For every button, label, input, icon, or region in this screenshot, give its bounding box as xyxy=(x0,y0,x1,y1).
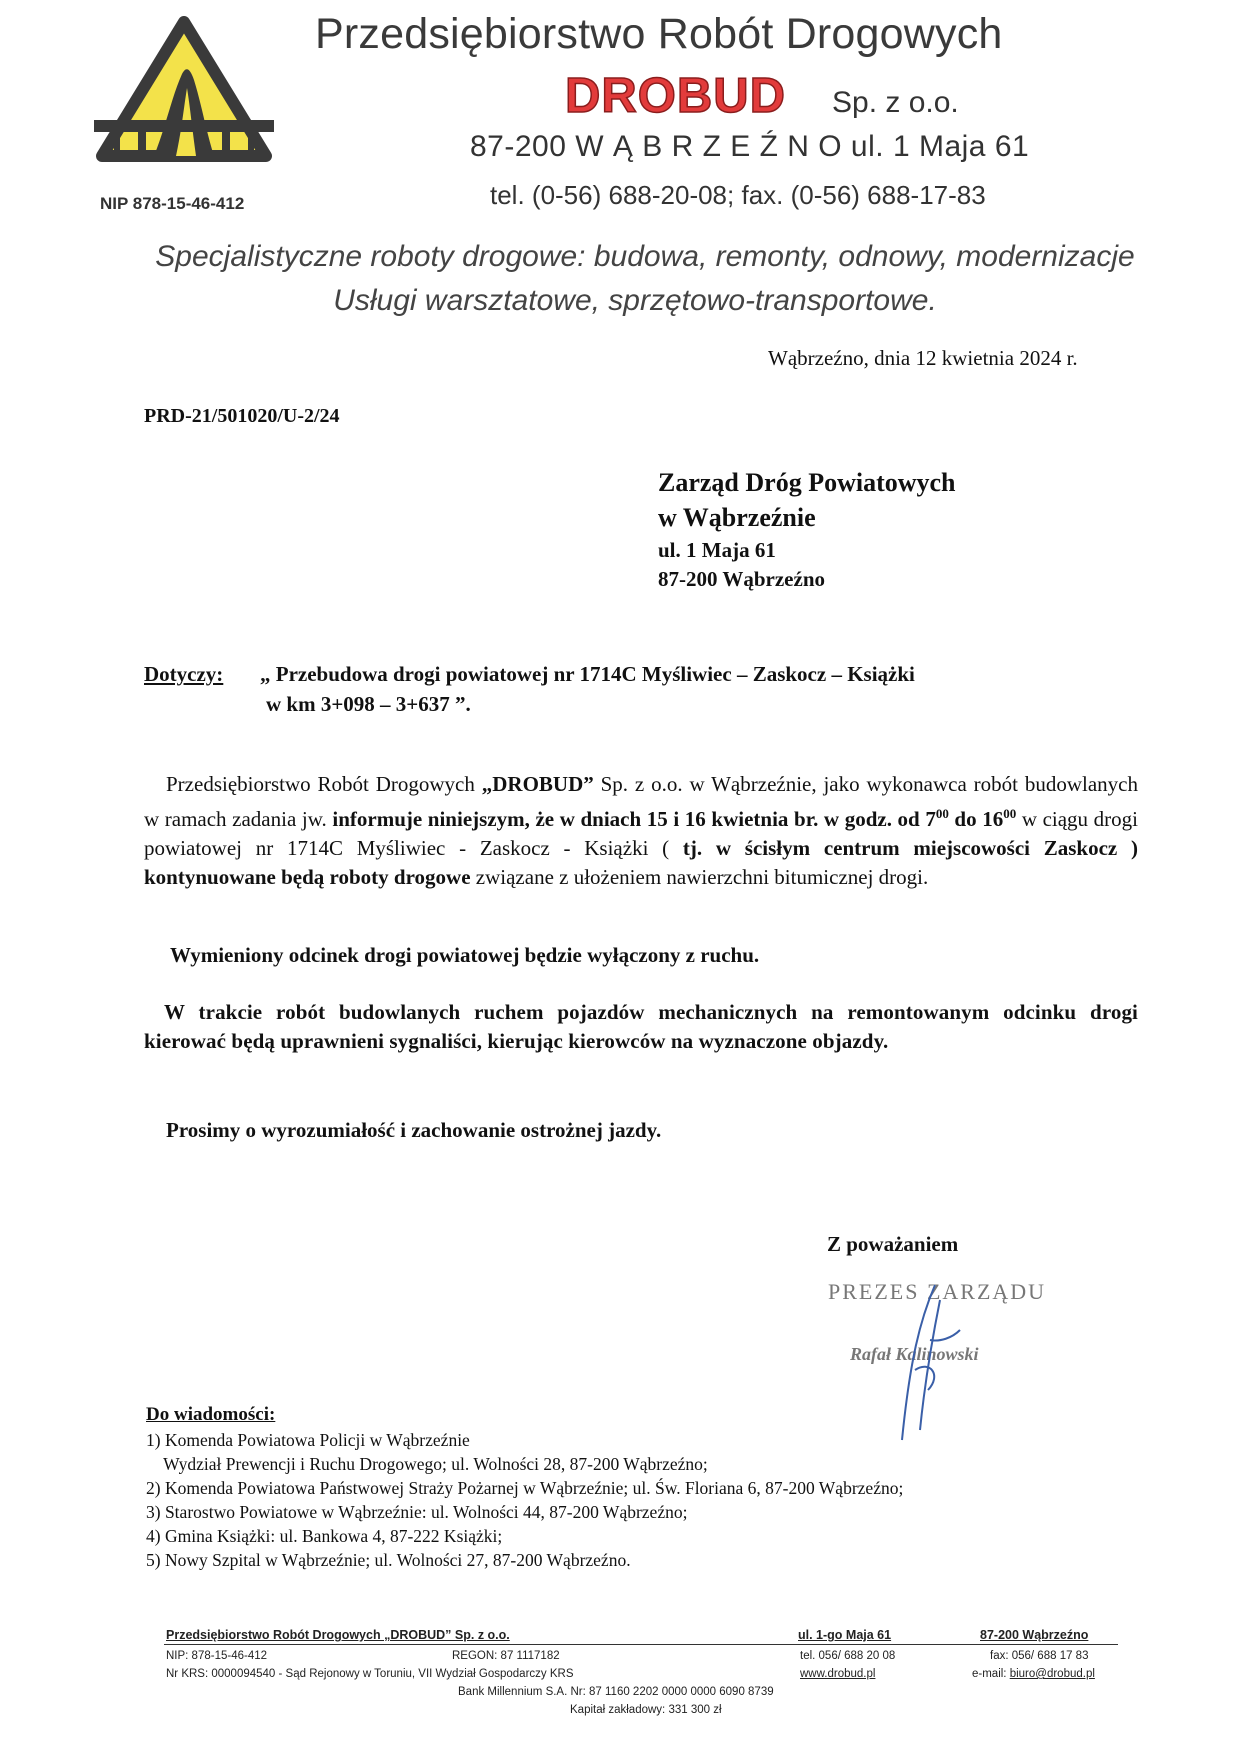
cc-item: 1) Komenda Powiatowa Policji w Wąbrzeźnie xyxy=(146,1430,470,1450)
cc-item: 2) Komenda Powiatowa Państwowej Straży Pożarnej w Wąbrzeźnie; ul. Św. Floriana 6, 87-200 Wąbrzeźno; xyxy=(146,1478,904,1498)
company-phone: tel. (0-56) 688-20-08; fax. (0-56) 688-17-83 xyxy=(490,180,986,210)
company-address: 87-200 W Ą B R Z E Ź N O ul. 1 Maja 61 xyxy=(470,130,1030,163)
footer-nip: NIP: 878-15-46-412 xyxy=(166,1650,268,1662)
cc-item: 3) Starostwo Powiatowe w Wąbrzeźnie: ul. Wolności 44, 87-200 Wąbrzeźno; xyxy=(146,1502,688,1522)
para-text: informuje niniejszym, że w dniach 15 i 16 kwietnia br. w godz. od 7 xyxy=(332,807,936,831)
footer-email-label: e-mail: xyxy=(972,1668,1010,1680)
para-text: Sp. z o.o. w Wąbrzeźnie, jako wykonawca robót budowlanych w ramach zadania jw. xyxy=(144,772,1138,831)
body-paragraph: Prosimy o wyrozumiałość i zachowanie ostrożnej jazdy. xyxy=(166,1118,662,1142)
company-nip: NIP 878-15-46-412 xyxy=(100,194,245,213)
footer-fax: fax: 056/ 688 17 83 xyxy=(990,1650,1089,1662)
stamp-title: PREZES ZARZĄDU xyxy=(828,1279,1047,1304)
footer-website-link[interactable]: www.drobud.pl xyxy=(800,1668,876,1680)
brand-name: DROBUD xyxy=(565,69,787,123)
para-sup: 00 xyxy=(1003,806,1017,821)
footer-company: Przedsiębiorstwo Robót Drogowych „DROBUD” Sp. z o.o. xyxy=(166,1628,510,1642)
footer-street: ul. 1-go Maja 61 xyxy=(798,1628,892,1642)
recipient-line: Zarząd Dróg Powiatowych xyxy=(658,468,956,497)
body-paragraph: Wymieniony odcinek drogi powiatowej będzie wyłączony z ruchu. xyxy=(170,943,760,967)
para-text: do 16 xyxy=(948,807,1004,831)
para-text: „DROBUD” xyxy=(481,772,594,796)
body-paragraph: W trakcie robót budowlanych ruchem pojazdów mechanicznych na remontowanym odcinku drogi kierować będą uprawnieni sygnaliści, kierując kierowców na wyznaczone objazdy. xyxy=(144,1000,1138,1053)
signature-icon xyxy=(880,1280,970,1450)
recipient-line: 87-200 Wąbrzeźno xyxy=(658,567,826,591)
tagline-services: Specjalistyczne roboty drogowe: budowa, remonty, odnowy, modernizacje xyxy=(155,240,1135,273)
footer-capital: Kapitał zakładowy: 331 300 zł xyxy=(570,1704,722,1716)
legal-form: Sp. z o.o. xyxy=(832,86,959,119)
company-name: Przedsiębiorstwo Robót Drogowych xyxy=(315,10,1003,58)
cc-label: Do wiadomości: xyxy=(146,1404,276,1425)
recipient-line: w Wąbrzeźnie xyxy=(658,503,816,532)
cc-item: Wydział Prewencji i Ruchu Drogowego; ul. Wolności 28, 87-200 Wąbrzeźno; xyxy=(146,1454,708,1474)
subject-line: „ Przebudowa drogi powiatowej nr 1714C Myśliwiec – Zaskocz – Książki xyxy=(260,662,915,686)
footer-bank: Bank Millennium S.A. Nr: 87 1160 2202 0000 0000 6090 8739 xyxy=(458,1686,774,1698)
footer-tel: tel. 056/ 688 20 08 xyxy=(800,1650,896,1662)
para-text: tj. w ścisłym centrum miejscowości Zaskocz ) kontynuowane będą roboty drogowe xyxy=(144,836,1138,889)
para-text: związane z ułożeniem nawierzchni bitumicznej drogi. xyxy=(470,865,929,889)
tagline-workshop: Usługi warsztatowe, sprzętowo-transportowe. xyxy=(333,284,937,317)
footer-email xyxy=(972,1668,1095,1680)
reference-number: PRD-21/501020/U-2/24 xyxy=(144,405,340,427)
para-text: w ciągu drogi powiatowej nr 1714C Myśliwiec - Zaskocz - Książki ( xyxy=(144,807,1138,860)
footer-city: 87-200 Wąbrzeźno xyxy=(980,1628,1089,1642)
subject-line: w km 3+098 – 3+637 ”. xyxy=(266,692,471,716)
closing-phrase: Z poważaniem xyxy=(827,1232,959,1256)
letter-date: Wąbrzeźno, dnia 12 kwietnia 2024 r. xyxy=(768,346,1078,370)
cc-item: 4) Gmina Książki: ul. Bankowa 4, 87-222 Książki; xyxy=(146,1526,503,1546)
body-paragraph xyxy=(144,770,1138,892)
footer-krs: Nr KRS: 0000094540 - Sąd Rejonowy w Toruniu, VII Wydział Gospodarczy KRS xyxy=(166,1668,574,1680)
footer-regon: REGON: 87 1117182 xyxy=(452,1650,560,1662)
footer-divider xyxy=(164,1644,1118,1645)
recipient-line: ul. 1 Maja 61 xyxy=(658,538,776,562)
subject-label: Dotyczy: xyxy=(144,662,224,686)
para-text: Przedsiębiorstwo Robót Drogowych xyxy=(166,772,482,796)
stamp-name: Rafał Kalinowski xyxy=(850,1344,979,1364)
footer-email-link[interactable]: biuro@drobud.pl xyxy=(1009,1668,1095,1680)
para-sup: 00 xyxy=(935,806,949,821)
drobud-logo xyxy=(94,16,274,166)
cc-item: 5) Nowy Szpital w Wąbrzeźnie; ul. Wolności 27, 87-200 Wąbrzeźno. xyxy=(146,1550,631,1570)
